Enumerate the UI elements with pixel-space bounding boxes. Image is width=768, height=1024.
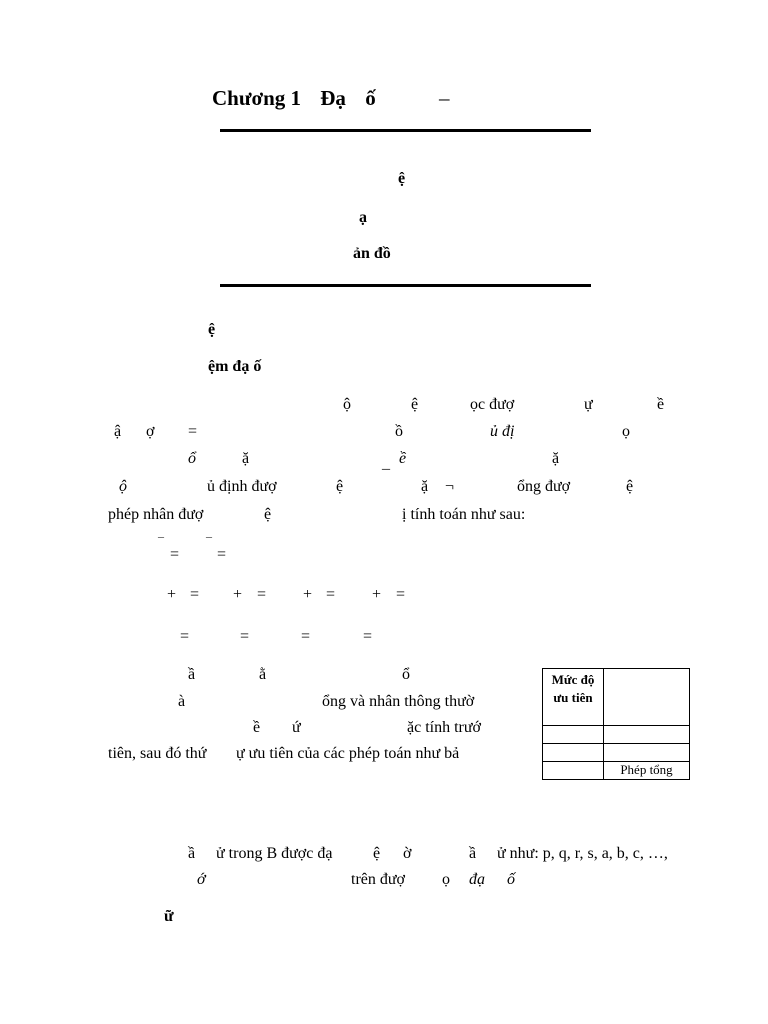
chapter-title-part: ố <box>365 86 376 110</box>
chapter-title-part: Đạ <box>320 86 346 110</box>
table-cell <box>543 762 604 780</box>
text-fragment: ọ <box>442 871 450 888</box>
text-fragment: ử trong B được đạ <box>216 845 333 862</box>
chapter-title <box>212 86 449 111</box>
text-fragment: ầ <box>469 845 477 862</box>
formula-symbol: ¯ <box>206 535 212 549</box>
text-fragment: ộ <box>119 478 127 495</box>
formula-symbol: = <box>396 586 406 603</box>
text-fragment: ị tính toán như sau: <box>402 506 526 523</box>
text-fragment: ¬ <box>445 478 455 495</box>
text-fragment: ệ <box>373 845 381 862</box>
formula-symbol: = <box>326 586 336 603</box>
toc-item: ản đồ <box>353 245 391 262</box>
text-fragment: ề <box>657 396 665 413</box>
section-heading: ệ <box>208 321 216 338</box>
formula-symbol: = <box>363 628 373 645</box>
text-fragment: ổ <box>188 450 196 467</box>
text-fragment: ủ định đượ <box>207 478 277 495</box>
text-fragment: ằ <box>259 666 267 683</box>
text-fragment: ợ <box>146 423 155 440</box>
formula-symbol: + <box>167 586 177 603</box>
text-fragment: ặ <box>242 450 250 467</box>
text-fragment: ệ <box>264 506 272 523</box>
table-cell-sum: Phép tổng <box>604 762 690 780</box>
formula-symbol: = <box>217 546 227 563</box>
text-fragment: ổng đượ <box>517 478 571 495</box>
text-fragment: à <box>178 693 186 710</box>
formula-symbol: = <box>190 586 200 603</box>
text-fragment: ồ <box>395 423 403 440</box>
formula-symbol: = <box>180 628 190 645</box>
text-fragment: ề <box>399 450 407 467</box>
text-fragment: phép nhân đượ <box>108 506 204 523</box>
text-fragment: = <box>188 423 198 440</box>
table-cell <box>543 744 604 762</box>
text-fragment: ệ <box>411 396 419 413</box>
section-subheading: ệm đạ ố <box>208 358 262 375</box>
subsection-heading: ữ <box>164 908 174 925</box>
formula-symbol: + <box>233 586 243 603</box>
text-fragment: ọ <box>622 423 630 440</box>
priority-table-header: Mức độ ưu tiên <box>543 669 604 726</box>
text-fragment: ọc đượ <box>470 396 515 413</box>
chapter-title-number: Chương 1 <box>212 86 302 110</box>
text-fragment: ặ <box>552 450 560 467</box>
text-fragment: ớ <box>197 871 206 888</box>
text-fragment: ệ <box>336 478 344 495</box>
formula-symbol: = <box>301 628 311 645</box>
formula-symbol: = <box>240 628 250 645</box>
text-fragment: ậ <box>114 423 122 440</box>
bottom-divider <box>220 284 591 287</box>
text-fragment: ệ <box>626 478 634 495</box>
priority-table <box>542 668 690 780</box>
top-divider <box>220 129 591 132</box>
text-fragment: ự ưu tiên của các phép toán như bả <box>236 745 460 762</box>
table-cell <box>604 744 690 762</box>
text-fragment: ử như: p, q, r, s, a, b, c, …, <box>497 845 668 862</box>
text-fragment: đạ <box>469 871 485 888</box>
text-fragment: ầ <box>188 845 196 862</box>
toc-item: ạ <box>359 209 367 226</box>
text-fragment: ổng và nhân thông thườ <box>322 693 475 710</box>
formula-symbol: = <box>170 546 180 563</box>
toc-item: ệ <box>398 170 406 187</box>
text-fragment: ố <box>507 871 515 888</box>
text-fragment: ộ <box>343 396 351 413</box>
text-fragment: ổ <box>402 666 410 683</box>
text-fragment: ặ <box>421 478 429 495</box>
text-fragment: ¯ <box>382 468 390 485</box>
formula-symbol: ¯ <box>158 535 164 549</box>
text-fragment: ứ <box>292 719 301 736</box>
text-fragment: trên đượ <box>351 871 406 888</box>
table-cell <box>604 726 690 744</box>
text-fragment: ề <box>253 719 261 736</box>
text-fragment: ự <box>584 396 593 413</box>
text-fragment: ặc tính trướ <box>407 719 481 736</box>
text-fragment: ầ <box>188 666 196 683</box>
text-fragment: tiên, sau đó thứ <box>108 745 207 762</box>
formula-symbol: + <box>372 586 382 603</box>
text-fragment: ủ đị <box>490 423 515 440</box>
table-cell <box>604 669 690 726</box>
formula-symbol: = <box>257 586 267 603</box>
formula-symbol: + <box>303 586 313 603</box>
text-fragment: ờ <box>403 845 412 862</box>
chapter-title-dash: – <box>438 86 450 110</box>
table-cell <box>543 726 604 744</box>
